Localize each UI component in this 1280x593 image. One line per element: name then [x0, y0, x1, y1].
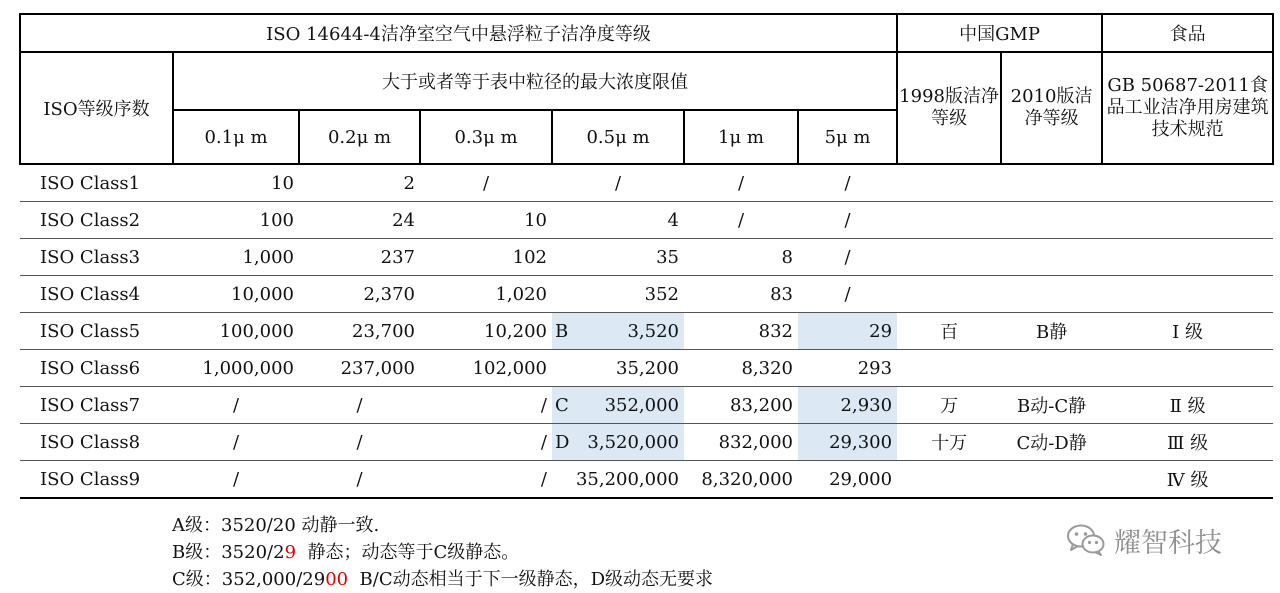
size-header: 5μ m [798, 110, 897, 164]
table-row [20, 461, 1273, 499]
size-header: 0.3μ m [420, 110, 552, 164]
food-grade-cell [1102, 164, 1273, 202]
value-cell: / [552, 164, 684, 202]
value-cell: / [299, 461, 420, 499]
gmp-2010-cell [1001, 202, 1102, 239]
gmp-grade-letter: C [555, 394, 569, 416]
value-text: 3,520,000 [587, 431, 679, 453]
note-grade-a: A级：3520/20 动静一致. [172, 515, 380, 536]
gmp-1998-cell [897, 350, 1001, 387]
note-text: 静态；动态等于C级静态。 [296, 542, 520, 563]
value-cell: 4 [552, 202, 684, 239]
value-cell: 100,000 [173, 313, 299, 350]
value-cell: 10,200 [420, 313, 552, 350]
note-red-text: 9 [284, 542, 297, 563]
value-cell: 8,320 [684, 350, 798, 387]
food-grade-cell [1102, 239, 1273, 276]
note-grade-c [172, 566, 713, 593]
gmp-1998-cell: 万 [897, 387, 1001, 424]
iso-class-label: ISO Class7 [20, 387, 173, 424]
food-grade-cell: Ⅰ 级 [1102, 313, 1273, 350]
value-cell: 83 [684, 276, 798, 313]
food-standard-header: GB 50687-2011食品工业洁净用房建筑技术规范 [1102, 52, 1273, 164]
gmp-2010-cell: B动-C静 [1001, 387, 1102, 424]
iso-class-label: ISO Class4 [20, 276, 173, 313]
value-cell: 10,000 [173, 276, 299, 313]
value-cell: 24 [299, 202, 420, 239]
value-cell: / [798, 276, 897, 313]
max-concentration-header: 大于或者等于表中粒径的最大浓度限值 [173, 52, 897, 110]
value-cell: 102 [420, 239, 552, 276]
gmp-2010-cell [1001, 239, 1102, 276]
table-row [20, 350, 1273, 387]
value-cell: 35 [552, 239, 684, 276]
value-cell: 293 [798, 350, 897, 387]
value-cell-highlighted [552, 387, 684, 424]
value-cell: 832 [684, 313, 798, 350]
wechat-icon [1066, 523, 1106, 557]
value-cell: 8,320,000 [684, 461, 798, 499]
value-cell: 35,200,000 [552, 461, 684, 499]
note-grade-b [172, 539, 713, 566]
table-row [20, 313, 1273, 350]
table-title: ISO 14644-4洁净室空气中悬浮粒子洁净度等级 [20, 14, 897, 52]
value-cell: / [173, 424, 299, 461]
gmp-1998-cell: 十万 [897, 424, 1001, 461]
gmp-1998-cell [897, 164, 1001, 202]
value-cell: / [420, 424, 552, 461]
value-cell: 352 [552, 276, 684, 313]
value-cell: / [420, 461, 552, 499]
size-header: 1μ m [684, 110, 798, 164]
food-grade-cell: Ⅱ 级 [1102, 387, 1273, 424]
gmp-2010-cell: B静 [1001, 313, 1102, 350]
gmp-2010-cell: C动-D静 [1001, 424, 1102, 461]
gmp-1998-cell [897, 239, 1001, 276]
iso-class-label: ISO Class2 [20, 202, 173, 239]
table-row [20, 276, 1273, 313]
iso-class-label: ISO Class1 [20, 164, 173, 202]
iso-class-label: ISO Class9 [20, 461, 173, 499]
size-header: 0.5μ m [552, 110, 684, 164]
value-cell: 29,000 [798, 461, 897, 499]
gmp-2010-cell [1001, 276, 1102, 313]
value-cell: 2 [299, 164, 420, 202]
gmp-2010-cell [1001, 461, 1102, 499]
table-row [20, 239, 1273, 276]
value-cell: 10 [420, 202, 552, 239]
iso-class-label: ISO Class6 [20, 350, 173, 387]
table-row [20, 424, 1273, 461]
value-text: 3,520 [627, 320, 679, 342]
value-cell-highlighted: 29,300 [798, 424, 897, 461]
value-cell: / [798, 202, 897, 239]
value-cell: 1,000 [173, 239, 299, 276]
size-header: 0.2μ m [299, 110, 420, 164]
iso-class-header: ISO等级序数 [20, 52, 173, 164]
value-cell: / [173, 461, 299, 499]
value-cell-highlighted: 2,930 [798, 387, 897, 424]
food-grade-cell [1102, 202, 1273, 239]
value-cell-highlighted [552, 313, 684, 350]
value-text: 352,000 [604, 394, 679, 416]
value-cell: / [173, 387, 299, 424]
value-cell: / [420, 164, 552, 202]
note-text: C级：352,000/29 [172, 569, 326, 590]
china-gmp-header: 中国GMP [897, 14, 1102, 52]
value-cell: 832,000 [684, 424, 798, 461]
size-header: 0.1μ m [173, 110, 299, 164]
food-grade-cell: Ⅳ 级 [1102, 461, 1273, 499]
food-grade-cell [1102, 276, 1273, 313]
value-cell: 23,700 [299, 313, 420, 350]
value-cell-highlighted: 29 [798, 313, 897, 350]
food-header: 食品 [1102, 14, 1273, 52]
value-cell: / [798, 239, 897, 276]
note-red-text: 00 [325, 569, 349, 590]
gmp-grade-letter: B [555, 320, 569, 342]
value-cell: 10 [173, 164, 299, 202]
value-cell: 35,200 [552, 350, 684, 387]
gmp-grade-letter: D [555, 431, 570, 453]
table-row [20, 202, 1273, 239]
watermark-text: 耀智科技 [1114, 527, 1222, 559]
iso-cleanroom-table [19, 13, 1274, 499]
gmp-2010-cell [1001, 350, 1102, 387]
iso-class-label: ISO Class3 [20, 239, 173, 276]
note-text: B级：3520/2 [172, 542, 285, 563]
table-row [20, 164, 1273, 202]
table-row [20, 387, 1273, 424]
value-cell: 237 [299, 239, 420, 276]
value-cell: 1,000,000 [173, 350, 299, 387]
value-cell: / [684, 164, 798, 202]
value-cell: 2,370 [299, 276, 420, 313]
value-cell: 8 [684, 239, 798, 276]
value-cell: / [299, 387, 420, 424]
value-cell-highlighted [552, 424, 684, 461]
gmp-2010-cell [1001, 164, 1102, 202]
value-cell: / [299, 424, 420, 461]
value-cell: / [798, 164, 897, 202]
value-cell: 83,200 [684, 387, 798, 424]
value-cell: 237,000 [299, 350, 420, 387]
note-text: B/C动态相当于下一级静态，D级动态无要求 [348, 569, 714, 590]
food-grade-cell [1102, 350, 1273, 387]
grade-notes [172, 512, 713, 593]
gmp-2010-header: 2010版洁净等级 [1001, 52, 1102, 164]
gmp-1998-cell [897, 276, 1001, 313]
value-cell: 102,000 [420, 350, 552, 387]
iso-class-label: ISO Class5 [20, 313, 173, 350]
gmp-1998-cell [897, 202, 1001, 239]
value-cell: / [420, 387, 552, 424]
gmp-1998-cell [897, 461, 1001, 499]
iso-class-label: ISO Class8 [20, 424, 173, 461]
food-grade-cell: Ⅲ 级 [1102, 424, 1273, 461]
gmp-1998-header: 1998版洁净等级 [897, 52, 1001, 164]
value-cell: 100 [173, 202, 299, 239]
gmp-1998-cell: 百 [897, 313, 1001, 350]
value-cell: 1,020 [420, 276, 552, 313]
value-cell: / [684, 202, 798, 239]
watermark [1066, 520, 1222, 560]
